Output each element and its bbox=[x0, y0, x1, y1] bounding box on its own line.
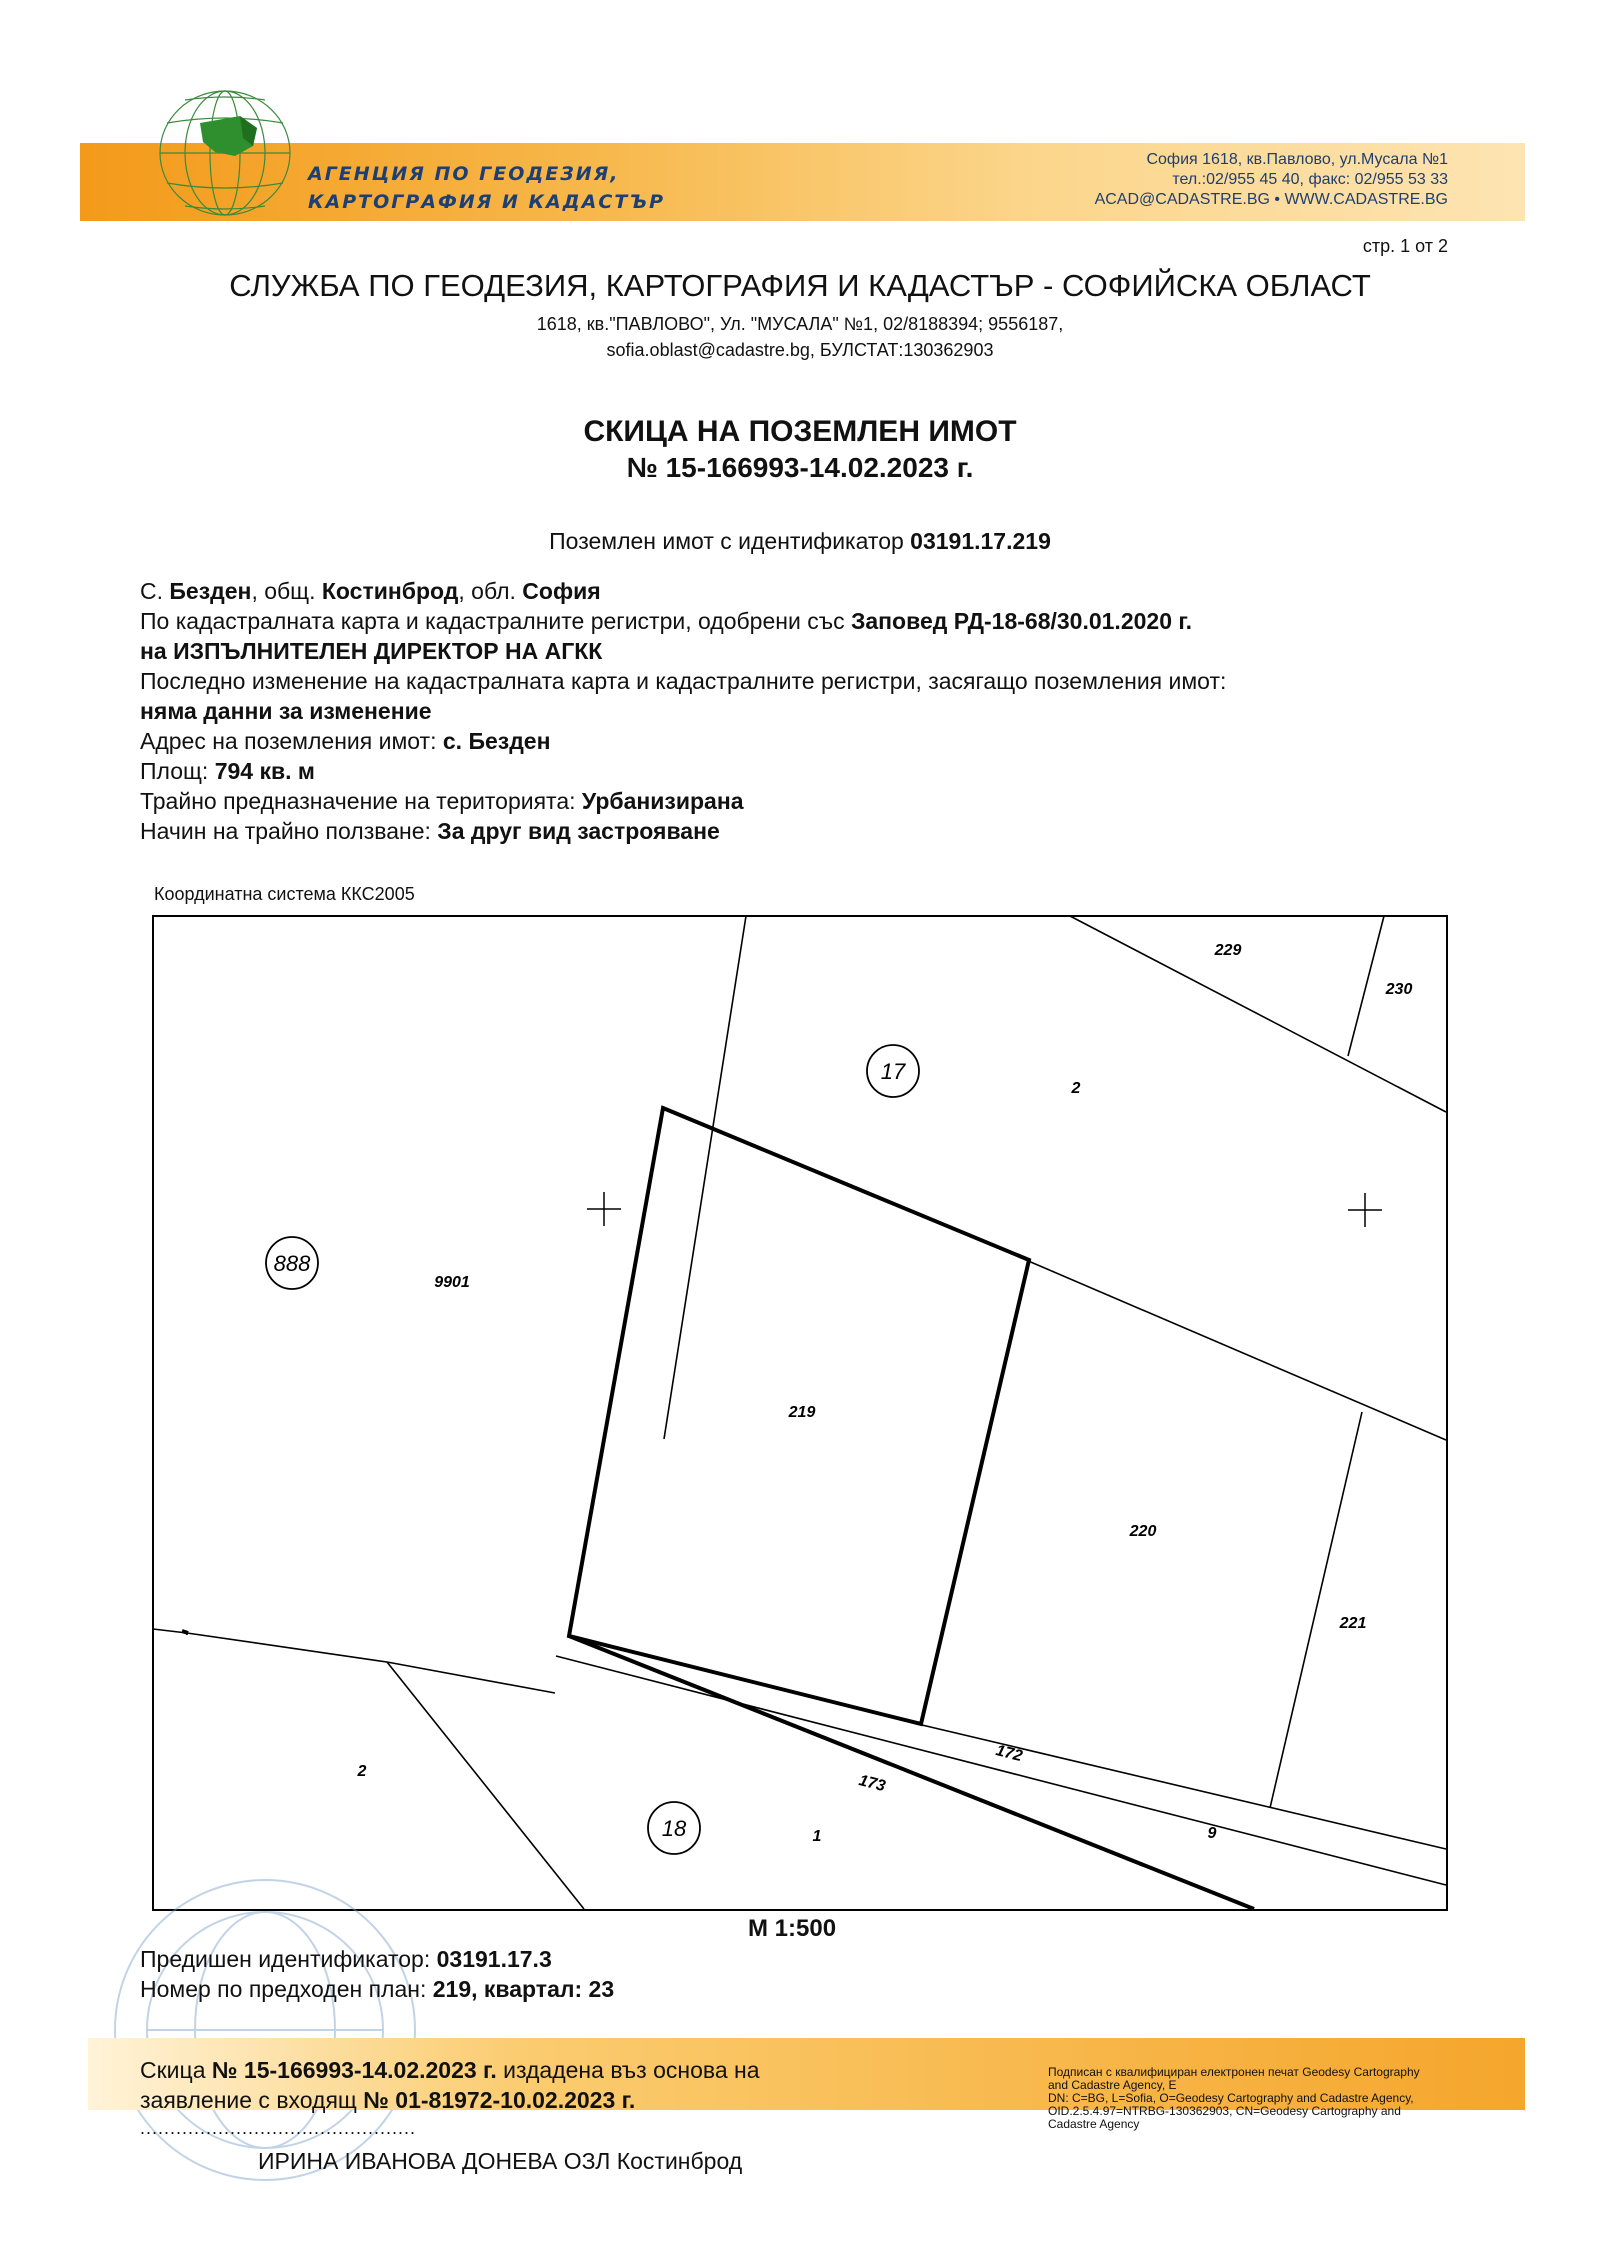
parcel-label: 229 bbox=[1214, 942, 1242, 959]
sketch-number: № 15-166993-14.02.2023 г. bbox=[211, 2057, 497, 2083]
contact-address: София 1618, кв.Павлово, ул.Мусала №1 bbox=[1146, 151, 1448, 168]
quarter-label: 888 bbox=[273, 1251, 311, 1276]
agency-contacts bbox=[1028, 150, 1448, 210]
property-details bbox=[140, 576, 1440, 846]
contact-web: ACAD@CADASTRE.BG • WWW.CADASTRE.BG bbox=[1094, 191, 1448, 208]
approval-line: По кадастралната карта и кадастралните регистри, одобрени със Заповед РД-18-68/30.01.2020 г. bbox=[140, 608, 1193, 634]
area-line: Площ: 794 кв. м bbox=[140, 758, 315, 784]
region: София bbox=[522, 578, 601, 604]
municipality: Костинброд bbox=[321, 578, 459, 604]
agency-name-line2: КАРТОГРАФИЯ И КАДАСТЪР bbox=[308, 191, 666, 213]
address-value: с. Безден bbox=[442, 728, 551, 754]
parcel-label: 172 bbox=[994, 1742, 1025, 1766]
signature-dots: .............................................. bbox=[140, 2118, 417, 2138]
agency-name-line1: АГЕНЦИЯ ПО ГЕОДЕЗИЯ, bbox=[308, 163, 620, 185]
previous-identifier: 03191.17.3 bbox=[436, 1946, 552, 1972]
parcel-label: 230 bbox=[1385, 981, 1413, 998]
thick-boundary bbox=[182, 1631, 188, 1633]
identifier-value: 03191.17.219 bbox=[910, 528, 1051, 554]
quarter-label: 18 bbox=[661, 1816, 687, 1841]
contact-phone: тел.:02/955 45 40, факс: 02/955 53 33 bbox=[1172, 171, 1448, 188]
application-line: заявление с входящ № 01-81972-10.02.2023 г. bbox=[140, 2087, 636, 2113]
document-number: № 15-166993-14.02.2023 г. bbox=[626, 452, 974, 483]
address-line: Адрес на поземления имот: с. Безден bbox=[140, 728, 551, 754]
parcel-label: 220 bbox=[1129, 1523, 1157, 1540]
previous-plan-line: Номер по предходен план: 219, квартал: 23 bbox=[140, 1976, 615, 2002]
application-number: № 01-81972-10.02.2023 г. bbox=[363, 2087, 636, 2113]
purpose-line: Трайно предназначение на територията: Урбанизирана bbox=[140, 788, 744, 814]
parcel-label: 9901 bbox=[434, 1274, 470, 1291]
parcel-label: 173 bbox=[857, 1772, 888, 1796]
usage-value: За друг вид застрояване bbox=[437, 818, 720, 844]
coordinate-system: Координатна система ККС2005 bbox=[154, 884, 415, 904]
office-title: СЛУЖБА ПО ГЕОДЕЗИЯ, КАРТОГРАФИЯ И КАДАСТЪР - СОФИЙСКА ОБЛАСТ bbox=[229, 268, 1371, 303]
parcel-label: 1 bbox=[812, 1828, 822, 1845]
previous-identifier-line: Предишен идентификатор: 03191.17.3 bbox=[140, 1946, 552, 1972]
document-title: СКИЦА НА ПОЗЕМЛЕН ИМОТ bbox=[583, 415, 1017, 448]
sketch-issue-line: Скица № 15-166993-14.02.2023 г. издадена въз основа на bbox=[140, 2057, 760, 2083]
parcel-label: 9 bbox=[1207, 1825, 1217, 1842]
cadastral-map bbox=[152, 915, 1448, 1911]
office-email-bulstat: sofia.oblast@cadastre.bg, БУЛСТАТ:130362903 bbox=[606, 340, 994, 360]
parcel-label: 2 bbox=[357, 1763, 367, 1780]
parcel-label: 2 bbox=[1071, 1080, 1081, 1097]
last-change-label: Последно изменение на кадастралната карта и кадастралните регистри, засягащо поземления имот: bbox=[140, 668, 1227, 694]
electronic-seal-info: Подписан с квалифициран електронен печат Geodesy Cartography and Cadastre Agency, E DN: C=BG, L=Sofia, O=Geodesy Cartography and Cadastre Agency, OID.2.5.4.97=NTRBG-130362903, CN=Geodesy Cartography and Cadastre Agency bbox=[1048, 2065, 1420, 2131]
approval-order: Заповед РД-18-68/30.01.2020 г. bbox=[850, 608, 1193, 634]
location-line: С. Безден, общ. Костинброд, обл. София bbox=[140, 578, 601, 604]
usage-line: Начин на трайно ползване: За друг вид застрояване bbox=[140, 818, 720, 844]
page-number: стр. 1 от 2 bbox=[1362, 236, 1448, 256]
office-stamp bbox=[85, 1870, 445, 2190]
last-change-value: няма данни за изменение bbox=[140, 698, 432, 724]
agency-globe-logo bbox=[145, 78, 305, 228]
approval-issuer: на ИЗПЪЛНИТЕЛЕН ДИРЕКТОР НА АГКК bbox=[140, 638, 603, 664]
quarter-label: 17 bbox=[880, 1059, 906, 1084]
purpose-value: Урбанизирана bbox=[581, 788, 744, 814]
area-value: 794 кв. м bbox=[214, 758, 315, 784]
identifier-label: Поземлен имот с идентификатор bbox=[549, 528, 911, 554]
signatory-name: ИРИНА ИВАНОВА ДОНЕВА ОЗЛ Костинброд bbox=[258, 2148, 743, 2174]
map-scale: М 1:500 bbox=[748, 1915, 837, 1942]
parcel-label: 221 bbox=[1339, 1615, 1367, 1632]
previous-plan: 219, квартал: 23 bbox=[432, 1976, 615, 2002]
office-address: 1618, кв."ПАВЛОВО", Ул. "МУСАЛА" №1, 02/8188394; 9556187, bbox=[536, 314, 1064, 334]
identifier-line bbox=[0, 526, 1600, 556]
village: Безден bbox=[169, 578, 252, 604]
parcel-label: 219 bbox=[788, 1404, 816, 1421]
